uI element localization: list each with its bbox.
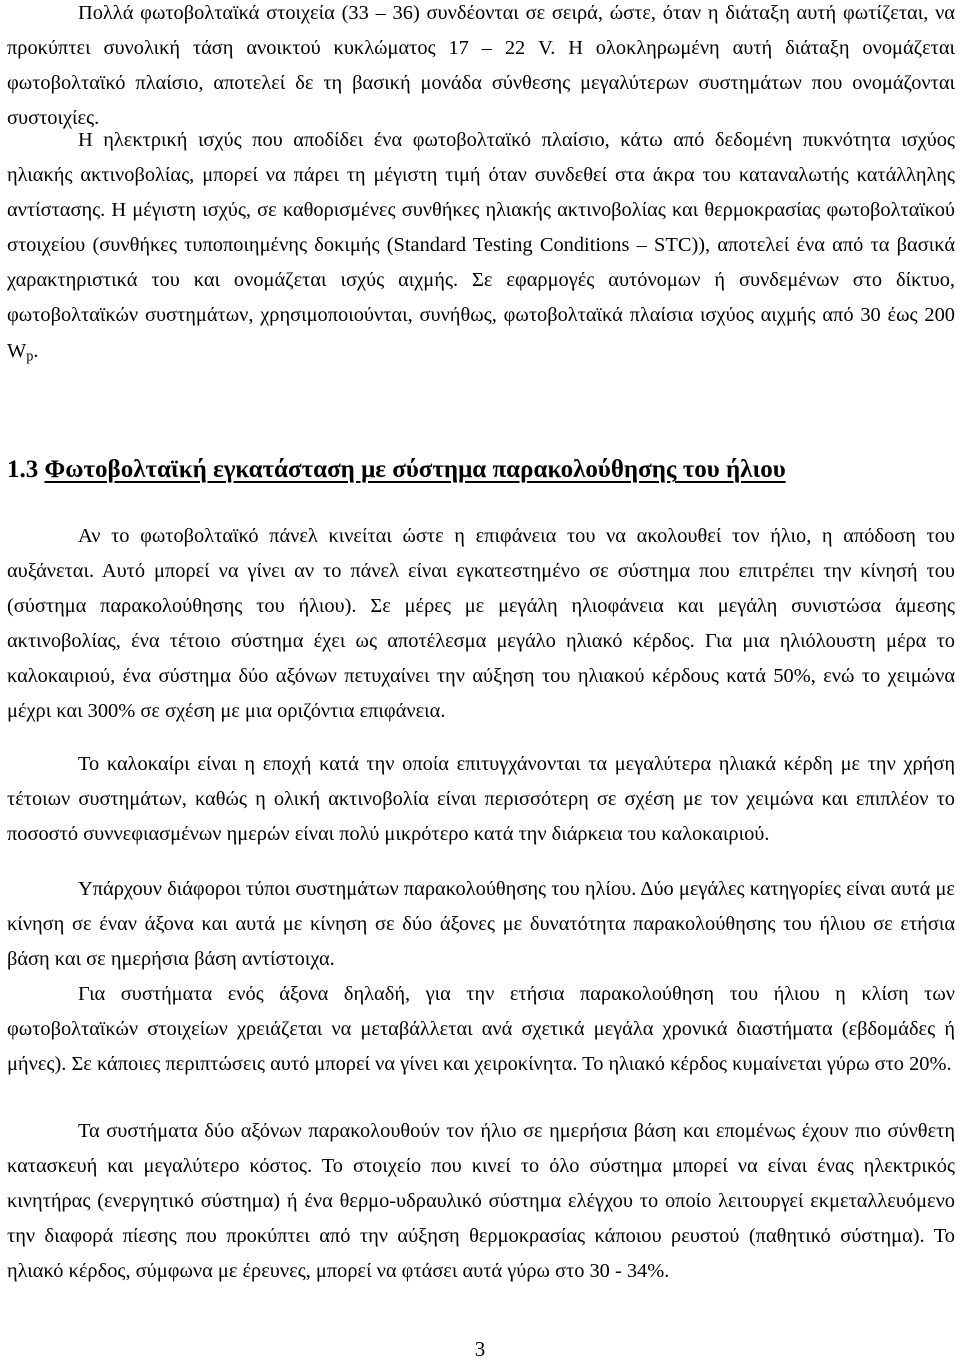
intro-paragraph-2-end: . <box>33 339 39 362</box>
paragraph-tracking-intro: Αν το φωτοβολταϊκό πάνελ κινείται ώστε η επιφάνεια του να ακολουθεί τον ήλιο, η απόδοση του αυξάνεται. Αυτό μπορεί να γίνει αν το πάνελ είναι εγκατεστημένο σε σύστημα που επιτρέπει την κίνησή του (σύστημα παρακολούθησης του ήλιου). Σε μέρες με μεγάλη ηλιοφάνεια και μεγάλη συνιστώσα άμεσης ακτινοβολίας, ένα τέτοιο σύστημα έχει ως αποτέλεσμα μεγάλο ηλιακό κέρδος. Για μια ηλιόλουστη μέρα το καλοκαιριού, ένα σύστημα δύο αξόνων πετυχαίνει την αύξηση του ηλιακού κέρδους κατά 50%, ενώ το χειμώνα μέχρι και 300% σε σχέση με μια οριζόντια επιφάνεια. <box>7 525 955 723</box>
paragraph-single-axis: Για συστήματα ενός άξονα δηλαδή, για την ετήσια παρακολούθηση του ήλιου η κλίση των φωτοβολταϊκών στοιχείων χρειάζεται να μεταβάλλεται ανά σχετικά μεγάλα χρονικά διαστήματα (εβδομάδες ή μήνες). Σε κάποιες περιπτώσεις αυτό μπορεί να γίνει και χειροκίνητα. Το ηλιακό κέρδος κυμαίνεται γύρω στο 20%. <box>7 983 955 1076</box>
paragraph-dual-axis: Τα συστήματα δύο αξόνων παρακολουθούν τον ήλιο σε ημερήσια βάση και επομένως έχουν πιο σύνθετη κατασκευή και μεγαλύτερο κόστος. Το στοιχείο που κινεί το όλο σύστημα μπορεί να είναι ένας ηλεκτρικός κινητήρας (ενεργητικό σύστημα) ή ένα θερμο-υδραυλικό σύστημα ελέγχου το οποίο λειτουργεί εκμεταλλευόμενο την διαφορά πίεσης που προκύπτει από την αύξηση θερμοκρασίας κάποιου ρευστού (παθητικό σύστημα). Το ηλιακό κέρδος, σύμφωνα με έρευνες, μπορεί να φτάσει αυτά γύρω στο 30 - 34%. <box>7 1120 955 1283</box>
paragraph-summer-gains: Το καλοκαίρι είναι η εποχή κατά την οποία επιτυγχάνονται τα μεγαλύτερα ηλιακά κέρδη με την χρήση τέτοιων συστημάτων, καθώς η ολική ακτινοβολία είναι περισσότερη σε σχέση με τον χειμώνα και επιπλέον το ποσοστό συννεφιασμένων ημερών είναι πολύ μικρότερο κατά την διάρκεια του καλοκαιριού. <box>7 753 955 846</box>
page-number: 3 <box>474 1337 486 1361</box>
intro-paragraph-2-text: Η ηλεκτρική ισχύς που αποδίδει ένα φωτοβολταϊκό πλαίσιο, κάτω από δεδομένη πυκνότητα ισχύος ηλιακής ακτινοβολίας, μπορεί να πάρει τη μέγιστη τιμή όταν συνδεθεί στα άκρα του καταναλωτής κατάλληλης αντίστασης. Η μέγιστη ισχύς, σε καθορισμένες συνθήκες ηλιακής ακτινοβολίας και θερμοκρασίας φωτοβολταϊκού στοιχείου (συνθήκες τυποποιημένης δοκιμής (Standard Testing Conditions – STC)), αποτελεί ένα από τα βασικά χαρακτηριστικά του και ονομάζεται ισχύς αιχμής. Σε εφαρμογές αυτόνομων ή συνδεμένων στο δίκτυο, φωτοβολταϊκών συστημάτων, χρησιμοποιούνται, συνήθως, φωτοβολταϊκά πλαίσια ισχύος αιχμής από 30 έως 200 W <box>7 129 955 362</box>
section-title: Φωτοβολταϊκή εγκατάσταση με σύστημα παρακολούθησης του ήλιου <box>44 456 786 483</box>
section-heading <box>7 452 955 488</box>
intro-paragraph-2 <box>7 123 955 369</box>
intro-paragraph-1: Πολλά φωτοβολταϊκά στοιχεία (33 – 36) συνδέονται σε σειρά, ώστε, όταν η διάταξη αυτή φωτίζεται, να προκύπτει συνολική τάση ανοικτού κυκλώματος 17 – 22 V. Η ολοκληρωμένη αυτή διάταξη ονομάζεται φωτοβολταϊκό πλαίσιο, αποτελεί δε τη βασική μονάδα σύνθεσης μεγαλύτερων συστημάτων που ονομάζονται συστοιχίες. <box>7 2 955 130</box>
peak-power-subscript: p <box>26 348 34 365</box>
paragraph-tracker-types: Υπάρχουν διάφοροι τύποι συστημάτων παρακολούθησης του ηλίου. Δύο μεγάλες κατηγορίες είναι αυτά με κίνηση σε έναν άξονα και αυτά με κίνηση σε δύο άξονες με δυνατότητα παρακολούθησης του ήλιου σε ετήσια βάση και σε ημερήσια βάση αντίστοιχα. <box>7 878 955 971</box>
section-number: 1.3 <box>7 456 39 483</box>
